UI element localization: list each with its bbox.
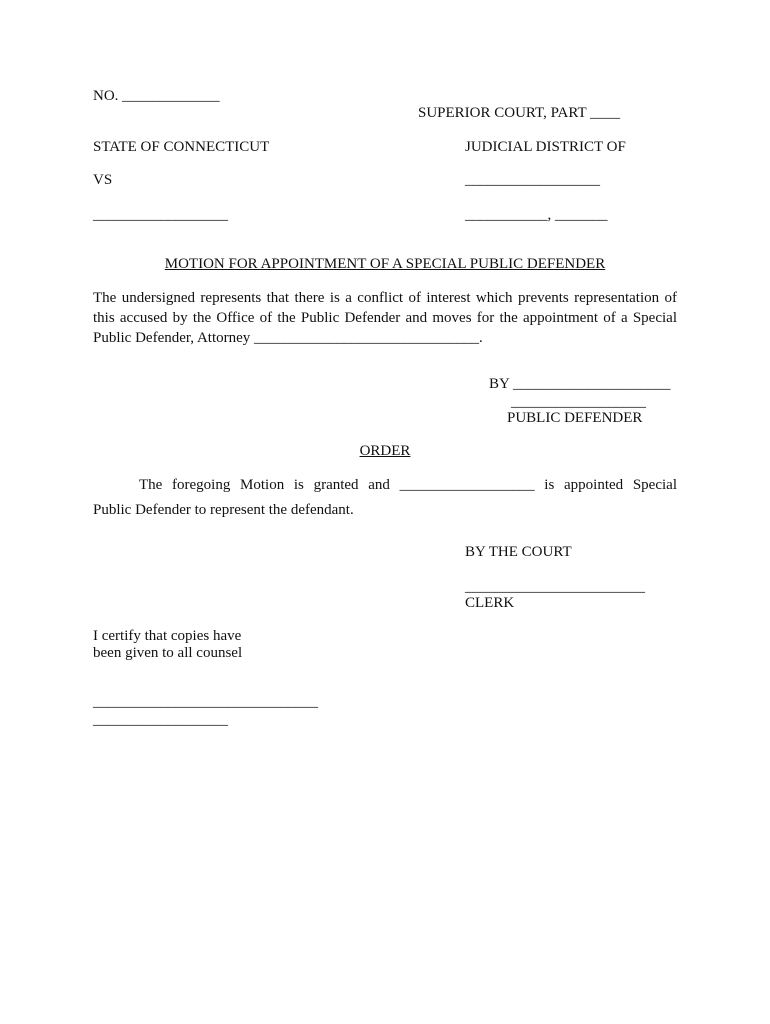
clerk-label: CLERK [465,595,515,611]
motion-body: The undersigned represents that there is a conflict of interest which prevents representation of this accused by the Office of the Public Defender and moves for the appointment of a Special Public Defender, Attorney ______________________________. [93,290,677,346]
certification-line-1: I certify that copies have [93,628,242,644]
certification-date-line: __________________ [93,712,228,728]
motion-title: MOTION FOR APPOINTMENT OF A SPECIAL PUBLIC DEFENDER [164,256,606,272]
by-the-court-label: BY THE COURT [465,544,572,560]
clerk-signature-line: ________________________ [465,579,645,595]
state-party: STATE OF CONNECTICUT [93,139,270,155]
defendant-name-blank: __________________ [93,207,228,223]
certification-line-2: been given to all counsel [93,645,243,661]
date-blank: ___________, _______ [465,207,608,223]
certification-signature-line: ______________________________ [93,694,318,710]
order-body-line-1: The foregoing Motion is granted and __________________ is appointed Special [139,477,677,493]
docket-number: NO. _____________ [93,88,220,104]
judicial-district-blank: __________________ [465,172,600,188]
order-title: ORDER [359,443,411,459]
versus-label: VS [93,172,113,188]
court-name: SUPERIOR COURT, PART ____ [418,105,621,121]
order-body-line-2: Public Defender to represent the defendant. [93,502,354,518]
public-defender-title: PUBLIC DEFENDER [507,410,643,426]
motion-by-line: BY _____________________ [489,376,671,392]
motion-signature-line: __________________ [511,394,646,410]
order-body [93,477,677,519]
judicial-district-label: JUDICIAL DISTRICT OF [465,139,626,155]
